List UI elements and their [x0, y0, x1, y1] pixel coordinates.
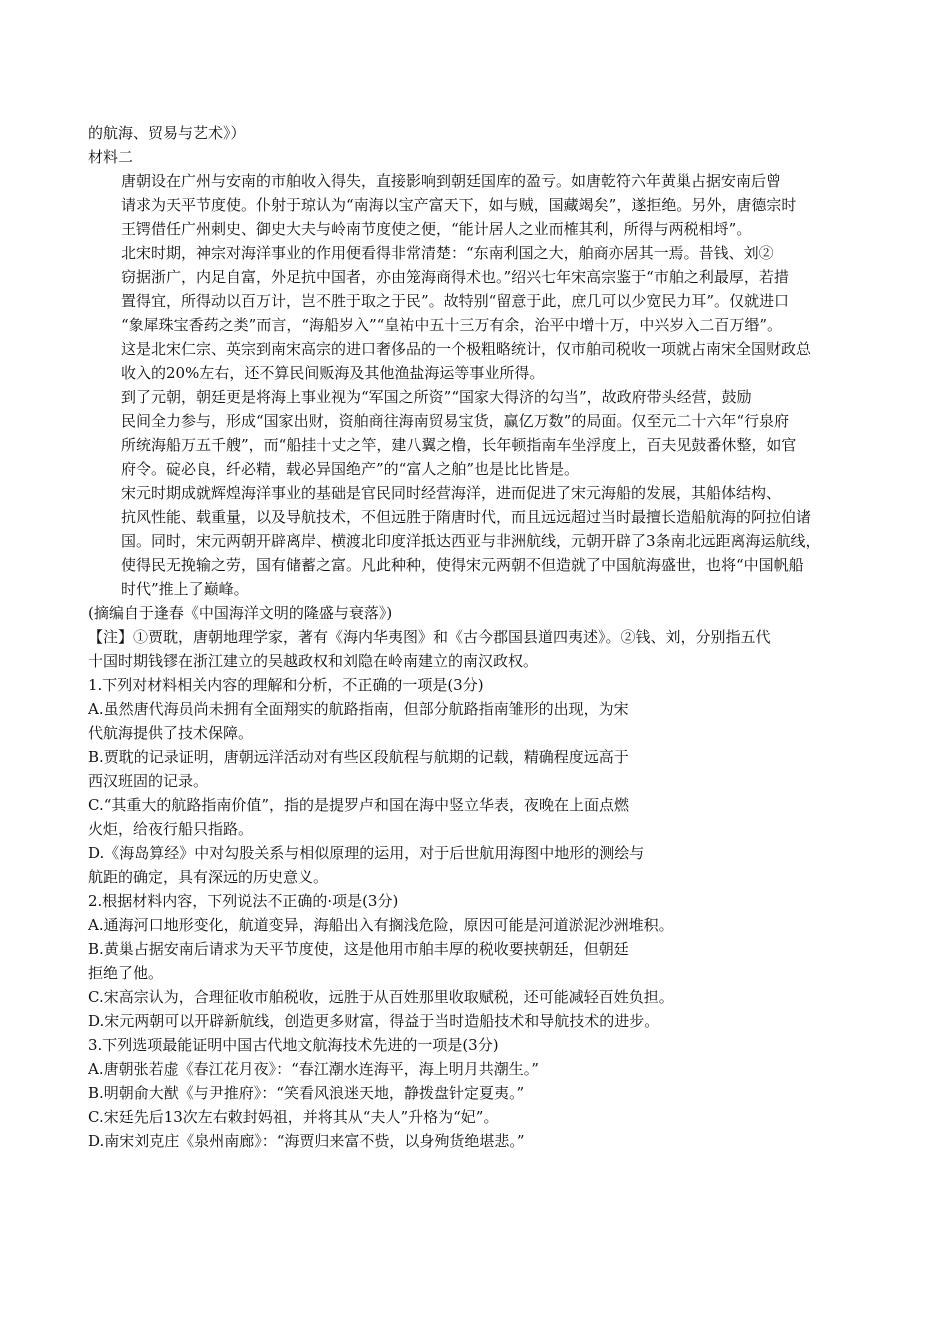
text-line: 所统海船万五千艘”，而“船挂十丈之竿，建八翼之橹，长年顿指南车坐浮度上，百夫见鼓番休整，如官 — [121, 436, 797, 454]
text-line: 置得宜，所得动以百万计，岂不胜于取之于民”。故特别“留意于此，庶几可以少宽民力耳”。仅就进口 — [121, 292, 790, 310]
text-line: 请求为天平节度使。仆射于琼认为“南海以宝产富天下，如与贼，国藏竭矣”，遂拒绝。另外，唐德宗时 — [121, 196, 797, 214]
question-stem: 3.下列选项最能证明中国古代地文航海技术先进的一项是(3分) — [88, 1036, 499, 1054]
text-line: C.“其重大的航路指南价值”，指的是提罗卢和国在海中竖立华表，夜晚在上面点燃 — [88, 796, 630, 814]
text-line: 时代”推上了巅峰。 — [121, 580, 249, 598]
paragraph-song-revenue — [88, 241, 864, 385]
option-c: C.宋廷先后13次左右敕封妈祖，并将其从“夫人”升格为“妃”。 — [88, 1108, 499, 1126]
text-line: 航距的确定，具有深远的历史意义。 — [88, 868, 329, 886]
document-body — [88, 121, 864, 1153]
option-d: D.宋元两朝可以开辟新航线，创造更多财富，得益于当时造船技术和导航技术的进步。 — [88, 1012, 660, 1030]
option-a: A.唐朝张若虚《春江花月夜》：“春江潮水连海平，海上明月共潮生。” — [88, 1060, 539, 1078]
text-line: 宋元时期成就辉煌海洋事业的基础是官民同时经营海洋，进而促进了宋元海船的发展，其船体结构、 — [121, 484, 782, 502]
option-c: C.宋高宗认为，合理征收市舶税收，远胜于从百姓那里收取赋税，还可能减轻百姓负担。 — [88, 988, 674, 1006]
question-3 — [88, 1033, 864, 1153]
text-line: B.贾耽的记录证明，唐朝远洋活动对有些区段航程与航期的记载，精确程度远高于 — [88, 748, 629, 766]
option-d — [88, 841, 864, 889]
text-line: 国。同时，宋元两朝开辟离岸、横渡北印度洋抵达西亚与非洲航线，元朝开辟了3条南北远距离海运航线， — [121, 532, 821, 550]
option-b — [88, 745, 864, 793]
option-b: B.明朝俞大猷《与尹推府》：“笑看风浪迷天地，静拨盘针定夏夷。” — [88, 1084, 525, 1102]
text-line: 唐朝设在广州与安南的市舶收入得失，直接影响到朝廷国库的盈亏。如唐乾符六年黄巢占据安南后曾 — [121, 172, 782, 190]
text-line: 拒绝了他。 — [88, 964, 164, 982]
paragraph-tang-revenue — [88, 169, 864, 241]
option-d: D.南宋刘克庄《泉州南廊》：“海贾归来富不赀，以身殉货绝堪悲。” — [88, 1132, 525, 1150]
paragraph-song-yuan-achievement — [88, 481, 864, 601]
text-line: 火炬，给夜行船只指路。 — [88, 820, 254, 838]
question-stem: 1.下列对材料相关内容的理解和分析，不正确的一项是(3分) — [88, 676, 484, 694]
text-line: 窃据浙广，内足自富，外足抗中国者，亦由笼海商得术也。”绍兴七年宋高宗鉴于“市舶之利最厚，若措 — [121, 268, 789, 286]
text-line: 到了元朝，朝廷更是将海上事业视为“军国之所资”“国家大得济的勾当”，故政府带头经营，鼓励 — [121, 388, 752, 406]
option-c — [88, 793, 864, 841]
text-line: 王锷借任广州刺史、御史大夫与岭南节度使之便，“能计居人之业而榷其利，所得与两税相埒”。 — [121, 220, 752, 238]
text-line: 代航海提供了技术保障。 — [88, 724, 254, 742]
question-stem: 2.根据材料内容，下列说法不正确的·项是(3分) — [88, 892, 399, 910]
text-line: B.黄巢占据安南后请求为天平节度使，这是他用市舶丰厚的税收要挟朝廷，但朝廷 — [88, 940, 629, 958]
option-b — [88, 937, 864, 985]
source-citation: (摘编自于逢春《中国海洋文明的隆盛与衰落》) — [88, 604, 393, 622]
text-line: 府令。碇必良，纤必精，载必异国绝产”的“富人之舶”也是比比皆是。 — [121, 460, 580, 478]
text-line: 十国时期钱镠在浙江建立的吴越政权和刘隐在岭南建立的南汉政权。 — [88, 652, 539, 670]
material-two-heading: 材料二 — [88, 148, 134, 166]
text-line: 使得民无挽输之劳，国有储蓄之富。凡此种种，使得宋元两朝不但造就了中国航海盛世，也将“中国帆船 — [121, 556, 804, 574]
text-line: 收入的20%左右，还不算民间贩海及其他渔盐海运等事业所得。 — [121, 364, 545, 382]
previous-source-tail: 的航海、贸易与艺术》） — [88, 124, 246, 142]
option-a: A.通海河口地形变化，航道变异，海船出入有搁浅危险，原因可能是河道淤泥沙洲堆积。 — [88, 916, 674, 934]
text-line: 北宋时期，神宗对海洋事业的作用便看得非常清楚：“东南利国之大，舶商亦居其一焉。昔钱、刘② — [121, 244, 774, 262]
text-line: 这是北宋仁宗、英宗到南宋高宗的进口奢侈品的一个极粗略统计，仅市舶司税收一项就占南宋全国财政总 — [121, 340, 812, 358]
text-line: 抗风性能、载重量，以及导航技术，不但远胜于隋唐时代，而且远远超过当时最擅长造船航海的阿拉伯诸 — [121, 508, 812, 526]
text-line: 【注】①贾耽，唐朝地理学家，著有《海内华夷图》和《古今郡国县道四夷述》。②钱、刘，分别指五代 — [88, 628, 771, 646]
footnotes — [88, 625, 864, 673]
text-line: D.《海岛算经》中对勾股关系与相似原理的运用，对于后世航用海图中地形的测绘与 — [88, 844, 645, 862]
text-line: A.虽然唐代海员尚未拥有全面翔实的航路指南，但部分航路指南雏形的出现，为宋 — [88, 700, 629, 718]
paragraph-yuan-policy — [88, 385, 864, 481]
question-1 — [88, 673, 864, 889]
option-a — [88, 697, 864, 745]
text-line: “象犀珠宝香药之类”而言，“海船岁入”“皇祐中五十三万有余，治平中增十万，中兴岁入二百万缗”。 — [121, 316, 783, 334]
text-line: 民间全力参与，形成“国家出财，资舶商往海南贸易宝货，赢亿万数”的局面。仅至元二十六年“行泉府 — [121, 412, 790, 430]
text-line: 西汉班固的记录。 — [88, 772, 209, 790]
question-2 — [88, 889, 864, 1033]
